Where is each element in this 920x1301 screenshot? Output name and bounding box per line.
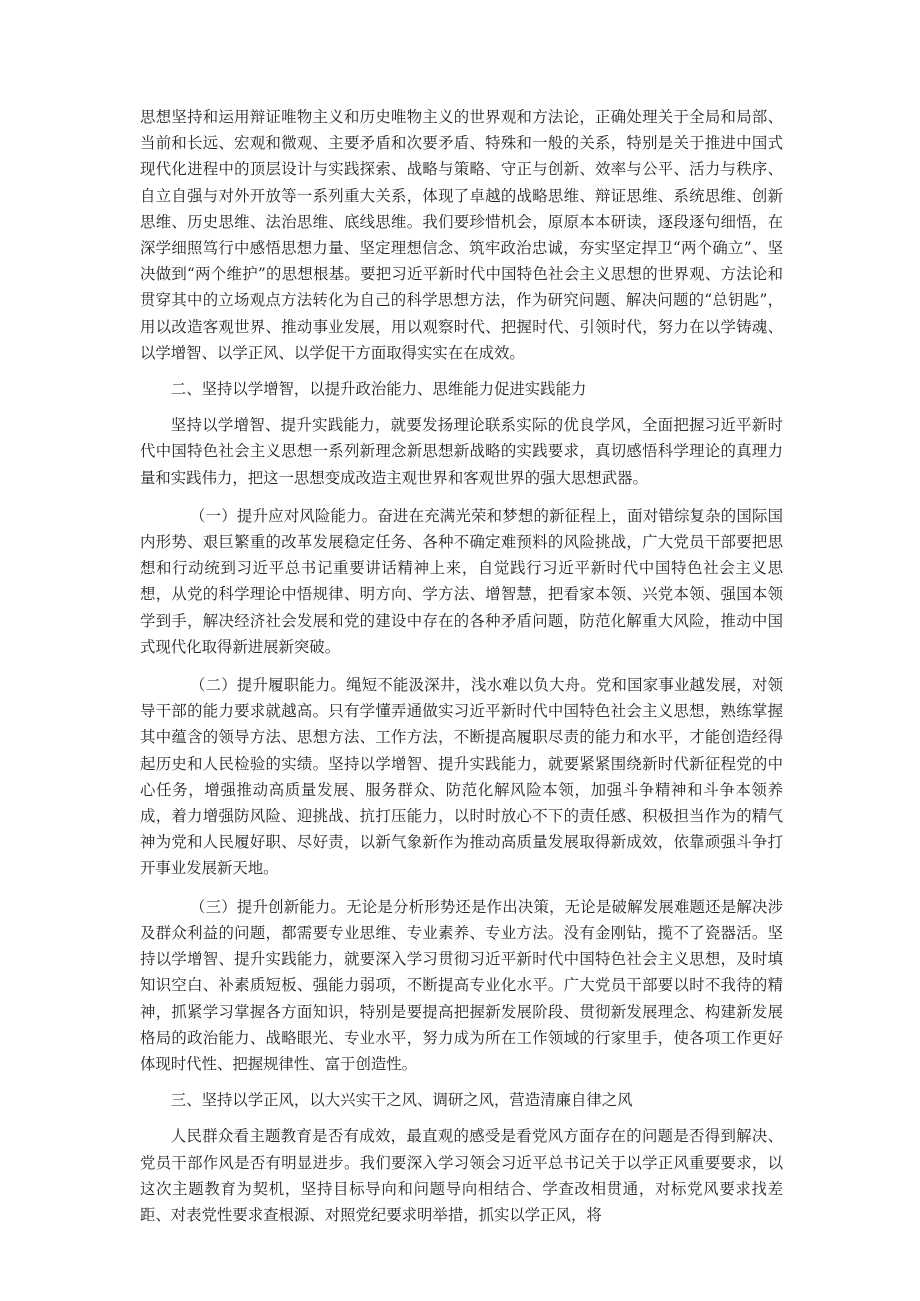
document-page <box>140 104 783 1228</box>
paragraph-subsection-3: （三）提升创新能力。无论是分析形势还是作出决策，无论是破解发展难题还是解决涉及群众利益的问题，都需要专业思维、专业素养、专业方法。没有金刚钻，揽不了瓷器活。坚持以学增智、提升实践能力，就要深入学习贯彻习近平新时代中国特色社会主义思想，及时填知识空白、补素质短板、强能力弱项，不断提高专业化水平。广大党员干部要以时不我待的精神，抓紧学习掌握各方面知识，特别是要提高把握新发展阶段、贯彻新发展理念、构建新发展格局的政治能力、战略眼光、专业水平，努力成为所在工作领域的行家里手，使各项工作更好体现时代性、把握规律性、富于创造性。 <box>140 897 783 1073</box>
paragraph-section-2-intro: 坚持以学增智、提升实践能力，就要发扬理论联系实际的优良学风，全面把握习近平新时代中国特色社会主义思想一系列新理念新思想新战略的实践要求，真切感悟科学理论的真理力量和实践伟力，把这一思想变成改造主观世界和客观世界的强大思想武器。 <box>140 416 783 487</box>
section-heading-3: 三、坚持以学正风，以大兴实干之风、调研之风，营造清廉自律之风 <box>170 1091 633 1110</box>
paragraph-subsection-1: （一）提升应对风险能力。奋进在充满光荣和梦想的新征程上，面对错综复杂的国际国内形势、艰巨繁重的改革发展稳定任务、各种不确定难预料的风险挑战，广大党员干部要把思想和行动统到习近平总书记重要讲话精神上来，自觉践行习近平新时代中国特色社会主义思想，从党的科学理论中悟规律、明方向、学方法、增智慧，把看家本领、兴党本领、强国本领学到手，解决经济社会发展和党的建设中存在的各种矛盾问题，防范化解重大风险，推动中国式现代化取得新进展新突破。 <box>140 506 783 656</box>
paragraph-continued: 思想坚持和运用辩证唯物主义和历史唯物主义的世界观和方法论，正确处理关于全局和局部、当前和长远、宏观和微观、主要矛盾和次要矛盾、特殊和一般的关系，特别是关于推进中国式现代化进程中的顶层设计与实践探索、战略与策略、守正与创新、效率与公平、活力与秩序、自立自强与对外开放等一系列重大关系，体现了卓越的战略思维、辩证思维、系统思维、创新思维、历史思维、法治思维、底线思维。我们要珍惜机会，原原本本研读，逐段逐句细悟，在深学细照笃行中感悟思想力量、坚定理想信念、筑牢政治忠诚，夯实坚定捍卫“两个确立”、坚决做到“两个维护”的思想根基。要把习近平新时代中国特色社会主义思想的世界观、方法论和贯穿其中的立场观点方法转化为自己的科学思想方法，作为研究问题、解决问题的“总钥匙”，用以改造客观世界、推动事业发展，用以观察时代、把握时代、引领时代，努力在以学铸魂、以学增智、以学正风、以学促干方面取得实实在在成效。 <box>140 108 783 362</box>
paragraph-subsection-2: （二）提升履职能力。绳短不能汲深井，浅水难以负大舟。党和国家事业越发展，对领导干部的能力要求就越高。只有学懂弄通做实习近平新时代中国特色社会主义思想，熟练掌握其中蕴含的领导方法、思想方法、工作方法，不断提高履职尽责的能力和水平，才能创造经得起历史和人民检验的实绩。坚持以学增智、提升实践能力，就要紧紧围绕新时代新征程党的中心任务，增强推动高质量发展、服务群众、防范化解风险本领，加强斗争精神和斗争本领养成，着力增强防风险、迎挑战、抗打压能力，以时时放心不下的责任感、积极担当作为的精气神为党和人民履好职、尽好责，以新气象新作为推动高质量发展取得新成效，依靠顽强斗争打开事业发展新天地。 <box>140 676 783 878</box>
section-heading-2: 二、坚持以学增智，以提升政治能力、思维能力促进实践能力 <box>170 380 587 399</box>
paragraph-section-3-intro: 人民群众看主题教育是否有成效，最直观的感受是看党风方面存在的问题是否得到解决、党员干部作风是否有明显进步。我们要深入学习领会习近平总书记关于以学正风重要要求，以这次主题教育为契机，坚持目标导向和问题导向相结合、学查改相贯通，对标党风要求找差距、对表党性要求查根源、对照党纪要求明举措，抓实以学正风，将 <box>140 1127 783 1224</box>
